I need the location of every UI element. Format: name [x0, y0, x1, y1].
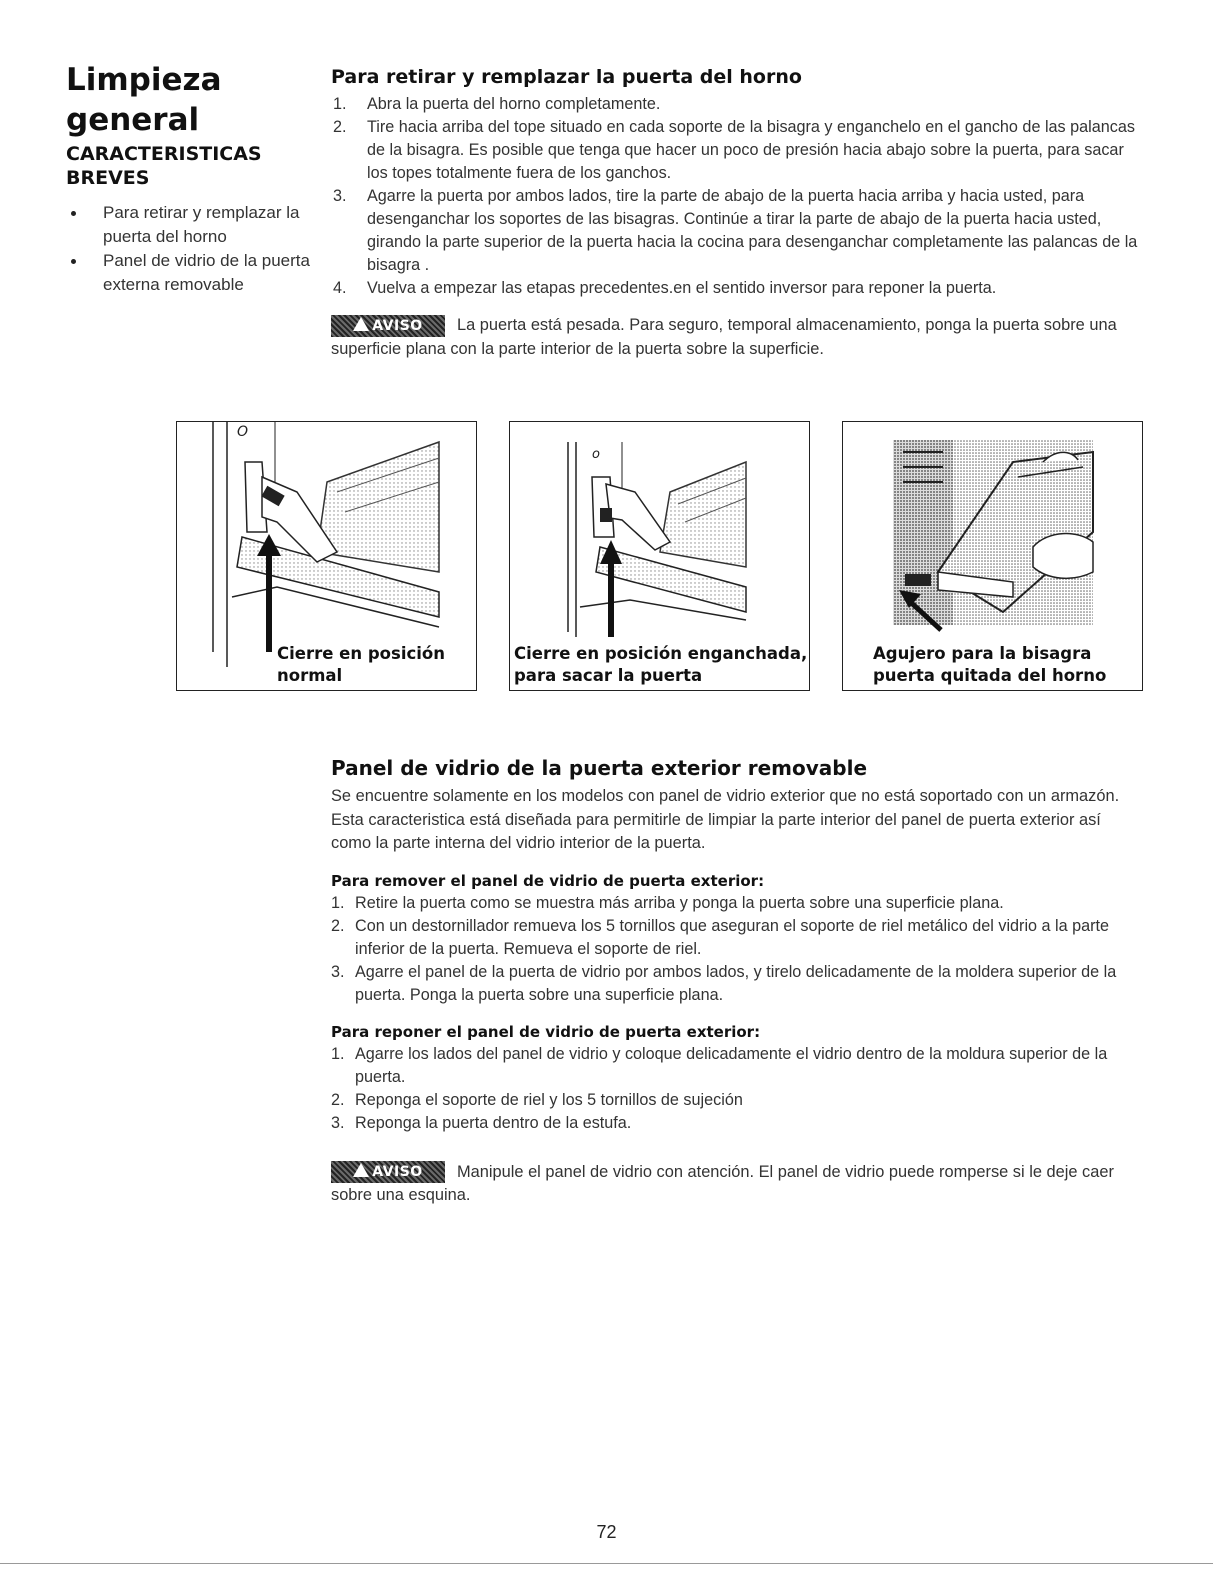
step-number: 1. [331, 1044, 345, 1063]
features-list-item: Para retirar y remplazar la puerta del horno [66, 201, 311, 249]
remove-step [331, 892, 1141, 915]
features-heading: CARACTERISTICAS BREVES [66, 143, 262, 189]
caption-line2: puerta quitada del horno [873, 666, 1107, 685]
step-text: Con un destornillador remueva los 5 tornillos que aseguran el soporte de riel metálico del vidrio a la parte inferior de la puerta. Remueva el soporte de riel. [355, 916, 1110, 958]
figure-caption [873, 643, 1091, 664]
door-step [331, 185, 1141, 277]
step-text: Agarre el panel de la puerta de vidrio por ambos lados, y tirelo delicadamente de la moldera superior de la puerta. Ponga la puerta sobre una superficie plana. [355, 962, 1117, 1004]
step-number: 3. [331, 962, 345, 981]
step-number: 4. [333, 279, 347, 297]
step-number: 2. [331, 1090, 345, 1109]
figure-latch-normal [176, 421, 477, 691]
features-list [66, 201, 311, 297]
door-section [331, 65, 1141, 361]
warning-badge [331, 1161, 445, 1183]
bottom-rule [0, 1563, 1213, 1564]
figure-mark: o [592, 447, 600, 462]
glass-warning [331, 1161, 1141, 1208]
warning-badge [331, 315, 445, 337]
figure-caption [277, 665, 342, 686]
door-step [331, 116, 1141, 185]
door-steps [331, 93, 1141, 300]
step-text: Reponga la puerta dentro de la estufa. [355, 1113, 632, 1132]
glass-intro: Se encuentre solamente en los modelos con panel de vidrio exterior que no está soportado con un armazón. Esta caracteristica está diseñada para permitirle de limpiar la parte interior del panel de puerta exterior así como la parte interna del vidrio interior de la puerta. [331, 787, 1120, 852]
figure-caption [873, 665, 1106, 686]
step-text: Reponga el soporte de riel y los 5 tornillos de sujeción [355, 1090, 743, 1109]
door-step [331, 277, 1141, 300]
page-number: 72 [596, 1522, 617, 1542]
caption-line2: para sacar la puerta [514, 666, 703, 685]
step-number: 2. [333, 118, 347, 136]
warning-label: AVISO [372, 1164, 423, 1181]
caption-line1: Cierre en posición [277, 644, 445, 663]
step-text: Agarre la puerta por ambos lados, tire la parte de abajo de la puerta hacia arriba y hacia usted, para desenganchar los soportes de las bisagras. Continúe a tirar la parte de abajo de la puerta hacia usted, girando la parte superior de la puerta hacia la cocina para desenganchar completamente las palancas de la bisagra . [367, 187, 1138, 274]
features-list-item: Panel de vidrio de la puerta externa removable [66, 249, 311, 297]
figure-caption [514, 665, 702, 686]
replace-step [331, 1043, 1141, 1089]
door-heading: Para retirar y remplazar la puerta del horno [331, 66, 802, 88]
step-number: 1. [331, 893, 345, 912]
step-text: Retire la puerta como se muestra más arriba y ponga la puerta sobre una superficie plana. [355, 893, 1004, 912]
caption-line1: Cierre en posición enganchada, [514, 644, 808, 663]
remove-step [331, 961, 1141, 1007]
step-text: Vuelva a empezar las etapas precedentes.en el sentido inversor para reponer la puerta. [367, 279, 997, 297]
replace-steps [331, 1043, 1141, 1135]
figure-latch-engaged [509, 421, 810, 691]
step-text: Agarre los lados del panel de vidrio y coloque delicadamente el vidrio dentro de la moldura superior de la puerta. [355, 1044, 1108, 1086]
figure-mark: O [237, 424, 249, 440]
replace-heading: Para reponer el panel de vidrio de puerta exterior: [331, 1022, 761, 1041]
step-number: 3. [333, 187, 347, 205]
warning-text: Manipule el panel de vidrio con atención. El panel de vidrio puede romperse si le deje caer sobre una esquina. [331, 1162, 1114, 1204]
glass-heading: Panel de vidrio de la puerta exterior removable [331, 756, 868, 780]
caption-line1: Agujero para la bisagra [873, 644, 1092, 663]
glass-section [331, 756, 1141, 1208]
warning-text: La puerta está pesada. Para seguro, temporal almacenamiento, ponga la puerta sobre una superficie plana con la parte interior de la puerta sobre la superficie. [331, 316, 1117, 358]
remove-heading: Para remover el panel de vidrio de puerta exterior: [331, 871, 765, 890]
replace-step [331, 1112, 1141, 1135]
remove-step [331, 915, 1141, 961]
step-number: 1. [333, 95, 347, 113]
page-title: Limpieza general [66, 62, 222, 138]
figure-caption [514, 643, 807, 664]
step-text: Abra la puerta del horno completamente. [367, 95, 661, 113]
step-number: 3. [331, 1113, 345, 1132]
warning-triangle-icon [353, 1163, 369, 1177]
figure-caption [277, 643, 445, 664]
warning-triangle-icon [353, 317, 369, 331]
remove-steps [331, 892, 1141, 1007]
step-number: 2. [331, 916, 345, 935]
warning-label: AVISO [372, 317, 423, 334]
caption-line2: normal [277, 666, 343, 685]
door-step [331, 93, 1141, 116]
step-text: Tire hacia arriba del tope situado en cada soporte de la bisagra y enganchelo en el gancho de las palancas de la bisagra. Es posible que tenga que hacer un poco de presión hacia abajo sobre la puerta, para sacar los topes totalmente fuera de los ganchos. [367, 118, 1135, 182]
replace-step [331, 1089, 1141, 1112]
door-warning [331, 314, 1141, 361]
figure-hinge-hole [842, 421, 1143, 691]
